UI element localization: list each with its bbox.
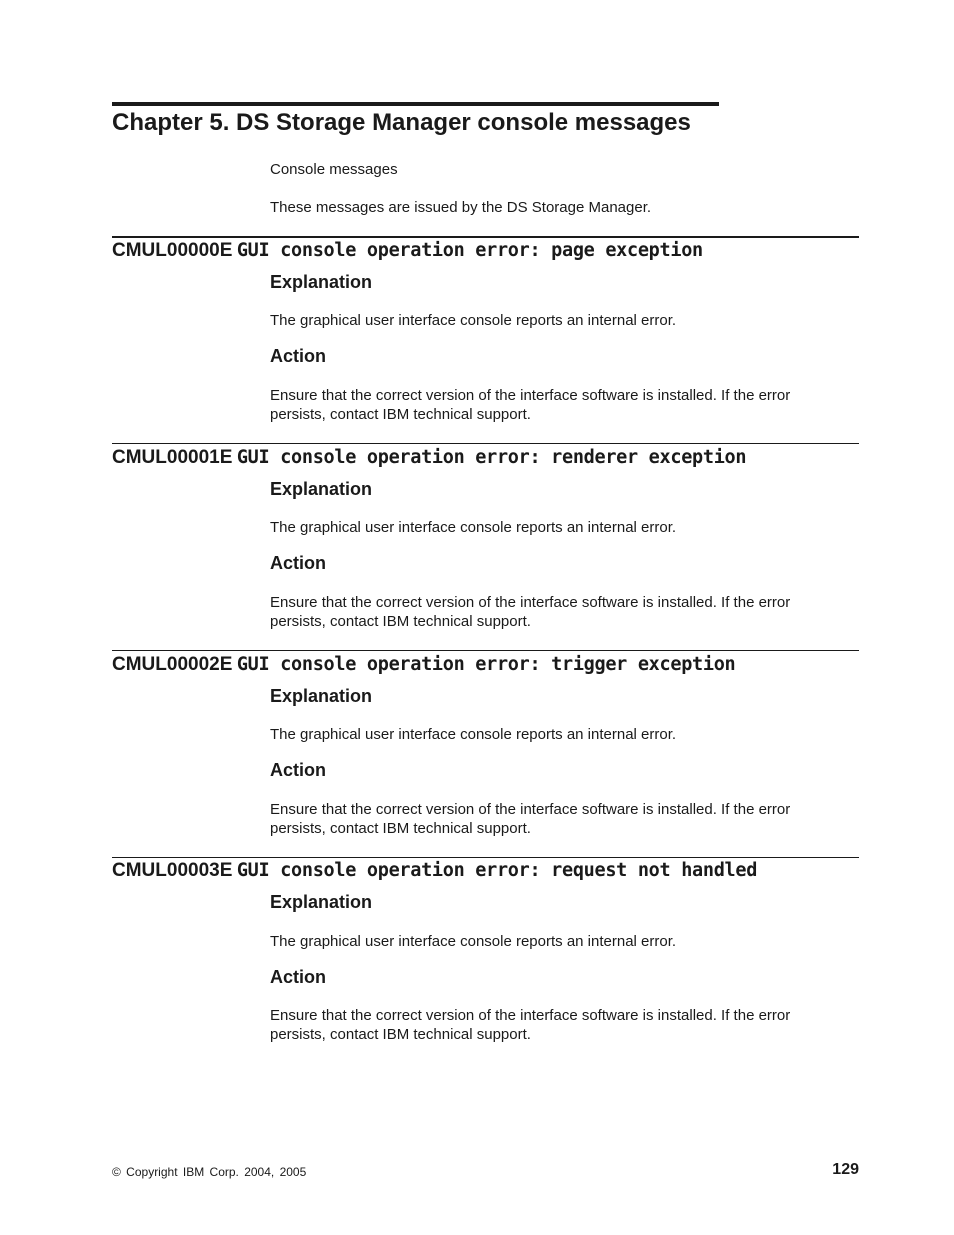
explanation-heading: Explanation: [270, 686, 373, 706]
action-text: Ensure that the correct version of the interface software is installed. If the error persists, contact IBM technical support.: [270, 1007, 791, 1043]
message-heading: [112, 447, 746, 469]
explanation-heading: Explanation: [270, 892, 373, 912]
explanation-text: The graphical user interface console reports an internal error.: [270, 726, 677, 743]
message-id: CMUL00003E: [112, 860, 233, 881]
page-number: 129: [832, 1161, 859, 1178]
action-heading: Action: [270, 553, 326, 573]
intro-text: These messages are issued by the DS Storage Manager.: [270, 199, 652, 216]
explanation-text: The graphical user interface console reports an internal error.: [270, 312, 677, 329]
message-text: GUI console operation error: page exception: [236, 240, 703, 261]
action-text: Ensure that the correct version of the interface software is installed. If the error persists, contact IBM technical support.: [270, 387, 791, 423]
copyright-notice: © Copyright IBM Corp. 2004, 2005: [112, 1165, 307, 1179]
explanation-text: The graphical user interface console reports an internal error.: [270, 519, 677, 536]
message-id: CMUL00002E: [112, 654, 233, 675]
message-rule: [112, 236, 859, 238]
explanation-text: The graphical user interface console reports an internal error.: [270, 933, 677, 950]
action-heading: Action: [270, 346, 326, 366]
action-heading: Action: [270, 967, 326, 987]
message-heading: [112, 654, 735, 676]
message-text: GUI console operation error: trigger exception: [236, 654, 736, 675]
message-id: CMUL00000E: [112, 240, 233, 261]
message-text: GUI console operation error: renderer exception: [236, 447, 747, 468]
message-heading: [112, 860, 757, 882]
explanation-heading: Explanation: [270, 479, 373, 499]
message-text: GUI console operation error: request not handled: [236, 860, 758, 881]
message-rule: [112, 857, 859, 858]
action-text: Ensure that the correct version of the interface software is installed. If the error persists, contact IBM technical support.: [270, 801, 791, 837]
message-rule: [112, 650, 859, 651]
message-heading: [112, 240, 703, 262]
message-rule: [112, 443, 859, 444]
action-heading: Action: [270, 760, 326, 780]
explanation-heading: Explanation: [270, 272, 373, 292]
chapter-rule: [112, 102, 719, 106]
action-text: Ensure that the correct version of the interface software is installed. If the error persists, contact IBM technical support.: [270, 594, 791, 630]
message-id: CMUL00001E: [112, 447, 233, 468]
intro-heading: Console messages: [270, 161, 398, 178]
chapter-title: Chapter 5. DS Storage Manager console messages: [112, 109, 691, 136]
